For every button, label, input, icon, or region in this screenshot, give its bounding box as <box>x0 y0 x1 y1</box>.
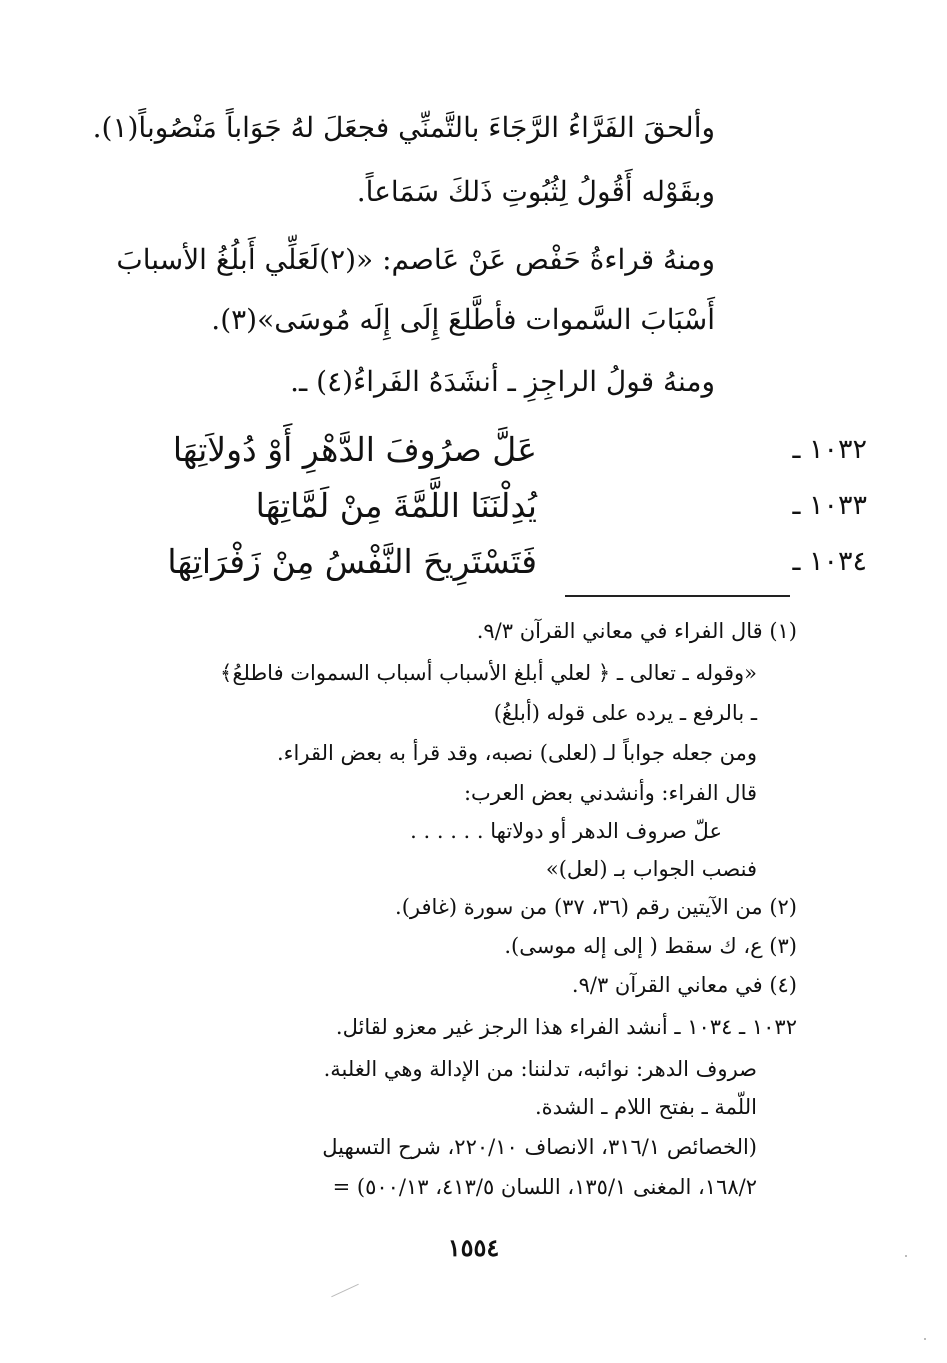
footnote-line: اللّمة ـ بفتح اللام ـ الشدة. <box>534 1095 757 1119</box>
scan-artifact <box>924 1338 926 1340</box>
verse-text: يُدِلْنَنَا اللَّمَّةَ مِنْ لَمَّاتِهَا <box>255 486 537 525</box>
main-text-line: وألحقَ الفَرَّاءُ الرَّجَاءَ بالتَّمنِّي فجعَلَ لهُ جَوَاباً مَنْصُوباً(١). <box>92 111 715 144</box>
footnote-separator <box>565 595 790 597</box>
footnote-line: ١٠٣٢ ـ ١٠٣٤ ـ أنشد الفراء هذا الرجز غير معزو لقائل. <box>335 1015 797 1039</box>
scan-artifact <box>331 1284 359 1298</box>
footnote-line: ومن جعله جواباً لـ (لعلى) نصبه، وقد قرأ به بعض القراء. <box>276 741 757 765</box>
footnote-line: صروف الدهر: نوائبه، تدلننا: من الإدالة وهي الغلبة. <box>323 1057 757 1081</box>
page-number: ١٥٥٤ <box>447 1233 500 1262</box>
footnote-line: علّ صروف الدهر أو دولاتها . . . . . . <box>410 819 722 843</box>
verse-row <box>67 426 867 476</box>
verse-text: عَلَّ صرُوفَ الدَّهْرِ أَوْ دُولاَتِهَا <box>172 430 537 469</box>
scan-artifact <box>905 1255 907 1257</box>
verse-number: ١٠٣٣ ـ <box>792 490 867 521</box>
main-text-line: ومنهُ قولُ الراجِزِ ـ أنشَدَهُ الفَراءُ(٤) ـ. <box>290 365 715 398</box>
main-text-line: ومنهُ قراءةُ حَفْص عَنْ عَاصم: «(٢)لَعَلِّي أَبلُغُ الأسبابَ <box>116 243 715 276</box>
verse-row <box>67 482 867 532</box>
footnote-line: ١٦٨/٢، المغنى ١٣٥/١، اللسان ٤١٣/٥، ٥٠٠/١٣) = <box>332 1175 757 1199</box>
main-text-line: وبقَوْله أَقُولُ لِثُبُوتِ ذَلكَ سَمَاعاً. <box>356 175 715 208</box>
footnote-line: (٢) من الآيتين رقم (٣٦، ٣٧) من سورة (غافر). <box>395 895 797 919</box>
footnote-line: (٣) ع، ك سقط ( إلى إله موسى). <box>504 934 797 958</box>
footnote-line: فنصب الجواب بـ (لعل)» <box>545 857 757 881</box>
footnote-line: «وقوله ـ تعالى ـ ﴿ لعلي أبلغ الأسباب أسباب السموات فاطلعُ﴾ <box>220 661 757 685</box>
main-text-line: أَسْبَابَ السَّموات فأطَّلعَ إِلَى إِلَه مُوسَى»(٣). <box>211 303 715 336</box>
verse-text: فَتَسْتَرِيحَ النَّفْسُ مِنْ زَفْرَاتِهَا <box>167 542 537 581</box>
footnote-line: ـ بالرفع ـ يرده على قوله (أبلغُ) <box>493 701 757 725</box>
footnote-line: (الخصائص ٣١٦/١، الانصاف ٢٢٠/١٠، شرح التسهيل <box>322 1135 757 1159</box>
verse-number: ١٠٣٤ ـ <box>792 546 867 577</box>
verse-number: ١٠٣٢ ـ <box>792 434 867 465</box>
footnote-line: (٤) في معاني القرآن ٩/٣. <box>571 973 797 997</box>
footnote-line: (١) قال الفراء في معاني القرآن ٩/٣. <box>476 619 797 643</box>
footnote-line: قال الفراء: وأنشدني بعض العرب: <box>463 781 757 805</box>
verse-row <box>67 538 867 588</box>
